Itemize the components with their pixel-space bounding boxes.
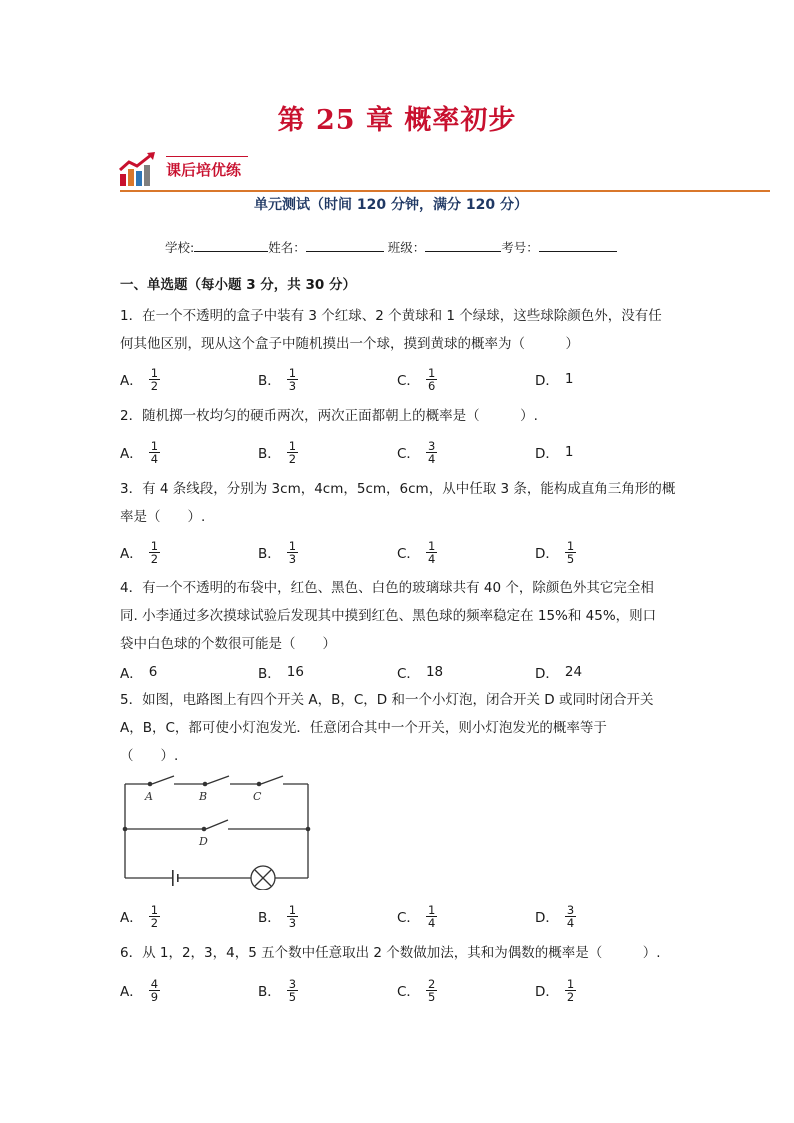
banner-overline <box>166 156 248 157</box>
switch-a-label: A <box>145 790 153 803</box>
question-line: 3．有 4 条线段，分别为 3cm，4cm，5cm，6cm，从中任取 3 条，能构成直角三角形的概 <box>120 481 676 497</box>
option-a[interactable] <box>120 537 160 567</box>
denominator: 4 <box>566 915 575 930</box>
question-2 <box>120 402 680 430</box>
numerator: 1 <box>427 902 436 917</box>
banner-divider <box>120 190 770 192</box>
option-value: 1 <box>564 371 574 387</box>
question-1 <box>120 302 680 358</box>
exam-number-label: 考号： <box>501 240 539 255</box>
section-heading: 一、单选题（每小题 3 分，共 30 分） <box>120 277 356 293</box>
option-label: B． <box>258 546 281 562</box>
fraction <box>149 978 160 1003</box>
denominator: 3 <box>288 378 297 393</box>
denominator: 4 <box>427 451 436 466</box>
question-line: 何其他区别，现从这个盒子中随机摸出一个球，摸到黄球的概率为（ ） <box>120 336 579 352</box>
fraction <box>426 540 437 565</box>
fraction <box>565 978 576 1003</box>
exam-number-blank[interactable] <box>539 239 617 252</box>
question-line: 5．如图，电路图上有四个开关 A，B，C，D 和一个小灯泡，闭合开关 D 或同时闭合开关 <box>120 692 654 708</box>
fraction <box>287 978 298 1003</box>
class-blank[interactable] <box>425 239 501 252</box>
option-a[interactable] <box>120 437 160 467</box>
option-label: B． <box>258 446 281 462</box>
fraction <box>149 440 160 465</box>
question-line: 率是（ ）. <box>120 509 206 525</box>
option-label: B． <box>258 666 281 682</box>
circuit-diagram <box>118 772 318 890</box>
numerator: 1 <box>427 365 436 380</box>
option-label: D． <box>535 546 559 562</box>
option-label: A． <box>120 666 143 682</box>
numerator: 3 <box>288 976 297 991</box>
option-label: C． <box>397 666 420 682</box>
fraction <box>287 904 298 929</box>
denominator: 3 <box>288 551 297 566</box>
fraction <box>426 904 437 929</box>
denominator: 2 <box>566 989 575 1004</box>
question-line: A，B，C，都可使小灯泡发光．任意闭合其中一个开关，则小灯泡发光的概率等于 <box>120 720 607 736</box>
numerator: 3 <box>566 902 575 917</box>
numerator: 3 <box>427 438 436 453</box>
option-c[interactable] <box>397 657 443 687</box>
question-3 <box>120 475 680 531</box>
option-label: C． <box>397 446 420 462</box>
options-q2 <box>120 437 680 467</box>
option-b[interactable] <box>258 901 298 931</box>
option-c[interactable] <box>397 537 437 567</box>
question-line: 袋中白色球的个数很可能是（ ） <box>120 636 336 652</box>
option-c[interactable] <box>397 975 437 1005</box>
denominator: 5 <box>566 551 575 566</box>
option-label: D． <box>535 446 559 462</box>
option-label: A． <box>120 910 143 926</box>
numerator: 1 <box>288 365 297 380</box>
name-blank[interactable] <box>306 239 384 252</box>
denominator: 4 <box>150 451 159 466</box>
options-q4 <box>120 657 680 687</box>
option-a[interactable] <box>120 975 160 1005</box>
option-d[interactable] <box>535 657 582 687</box>
option-label: A． <box>120 373 143 389</box>
question-6 <box>120 939 680 967</box>
question-line: 6．从 1，2，3，4，5 五个数中任意取出 2 个数做加法，其和为偶数的概率是（ ）. <box>120 945 661 961</box>
fraction <box>565 904 576 929</box>
options-q5 <box>120 901 680 931</box>
fraction <box>565 540 576 565</box>
option-label: C． <box>397 373 420 389</box>
numerator: 1 <box>566 538 575 553</box>
option-value: 24 <box>564 664 583 680</box>
option-d[interactable] <box>535 901 576 931</box>
numerator: 1 <box>150 438 159 453</box>
options-q3 <box>120 537 680 567</box>
option-label: A． <box>120 546 143 562</box>
school-blank[interactable] <box>194 239 268 252</box>
switch-d-label: D <box>199 835 208 848</box>
option-label: C． <box>397 546 420 562</box>
option-c[interactable] <box>397 437 437 467</box>
option-label: D． <box>535 984 559 1000</box>
name-label: 姓名： <box>268 240 306 255</box>
denominator: 2 <box>150 915 159 930</box>
numerator: 2 <box>427 976 436 991</box>
fraction <box>426 440 437 465</box>
banner-label: 课后培优练 <box>166 161 242 179</box>
fraction <box>287 440 298 465</box>
question-4 <box>120 574 680 658</box>
denominator: 2 <box>150 378 159 393</box>
denominator: 2 <box>288 451 297 466</box>
option-d[interactable] <box>535 364 574 394</box>
bar-chart-arrow-icon <box>118 152 158 188</box>
numerator: 1 <box>150 902 159 917</box>
option-label: B． <box>258 373 281 389</box>
option-a[interactable] <box>120 901 160 931</box>
question-line: 2．随机掷一枚均匀的硬币两次，两次正面都朝上的概率是（ ）. <box>120 408 538 424</box>
denominator: 6 <box>427 378 436 393</box>
option-label: A． <box>120 984 143 1000</box>
denominator: 2 <box>150 551 159 566</box>
option-value: 18 <box>425 664 444 680</box>
numerator: 1 <box>288 902 297 917</box>
numerator: 1 <box>150 365 159 380</box>
option-a[interactable] <box>120 364 160 394</box>
question-line: （ ）. <box>120 748 179 764</box>
option-label: D． <box>535 666 559 682</box>
numerator: 1 <box>288 538 297 553</box>
option-c[interactable] <box>397 364 437 394</box>
fraction <box>149 904 160 929</box>
numerator: 1 <box>427 538 436 553</box>
question-line: 4．有一个不透明的布袋中，红色、黑色、白色的玻璃球共有 40 个，除颜色外其它完全相 <box>120 580 654 596</box>
option-a[interactable] <box>120 657 157 687</box>
page-title: 第 25 章 概率初步 <box>277 105 517 136</box>
fraction <box>149 367 160 392</box>
numerator: 1 <box>150 538 159 553</box>
numerator: 1 <box>566 976 575 991</box>
question-line: 1．在一个不透明的盒子中装有 3 个红球、2 个黄球和 1 个绿球，这些球除颜色外，没有任 <box>120 308 662 324</box>
option-b[interactable] <box>258 437 298 467</box>
denominator: 4 <box>427 915 436 930</box>
question-line: 同. 小李通过多次摸球试验后发现其中摸到红色、黑色球的频率稳定在 15%和 45%，则口 <box>120 608 657 624</box>
fraction <box>149 540 160 565</box>
option-label: C． <box>397 910 420 926</box>
option-d[interactable] <box>535 437 574 467</box>
numerator: 1 <box>288 438 297 453</box>
student-info-row <box>165 238 617 256</box>
option-b[interactable] <box>258 537 298 567</box>
class-label: 班级： <box>387 240 426 255</box>
fraction <box>287 367 298 392</box>
numerator: 4 <box>150 976 159 991</box>
option-value: 16 <box>286 664 304 680</box>
option-label: B． <box>258 910 281 926</box>
option-value: 6 <box>148 664 158 680</box>
denominator: 9 <box>150 989 159 1004</box>
option-label: B． <box>258 984 281 1000</box>
option-b[interactable] <box>258 364 298 394</box>
option-label: D． <box>535 373 559 389</box>
option-label: A． <box>120 446 143 462</box>
exam-subtitle <box>0 194 794 214</box>
switch-c-label: C <box>253 790 262 803</box>
option-label: C． <box>397 984 420 1000</box>
options-q6 <box>120 975 680 1005</box>
fraction <box>426 978 437 1003</box>
option-label: D． <box>535 910 559 926</box>
option-b[interactable] <box>258 657 304 687</box>
exam-subtitle-text: 单元测试（时间 120 分钟，满分 120 分） <box>254 197 528 213</box>
fraction <box>287 540 298 565</box>
denominator: 5 <box>427 989 436 1004</box>
option-b[interactable] <box>258 975 298 1005</box>
denominator: 4 <box>427 551 436 566</box>
denominator: 3 <box>288 915 297 930</box>
option-d[interactable] <box>535 537 576 567</box>
school-label: 学校: <box>165 240 195 255</box>
option-d[interactable] <box>535 975 576 1005</box>
option-c[interactable] <box>397 901 437 931</box>
fraction <box>426 367 437 392</box>
option-value: 1 <box>564 444 574 460</box>
options-q1 <box>120 364 680 394</box>
question-5 <box>120 686 680 770</box>
denominator: 5 <box>288 989 297 1004</box>
switch-b-label: B <box>199 790 208 803</box>
